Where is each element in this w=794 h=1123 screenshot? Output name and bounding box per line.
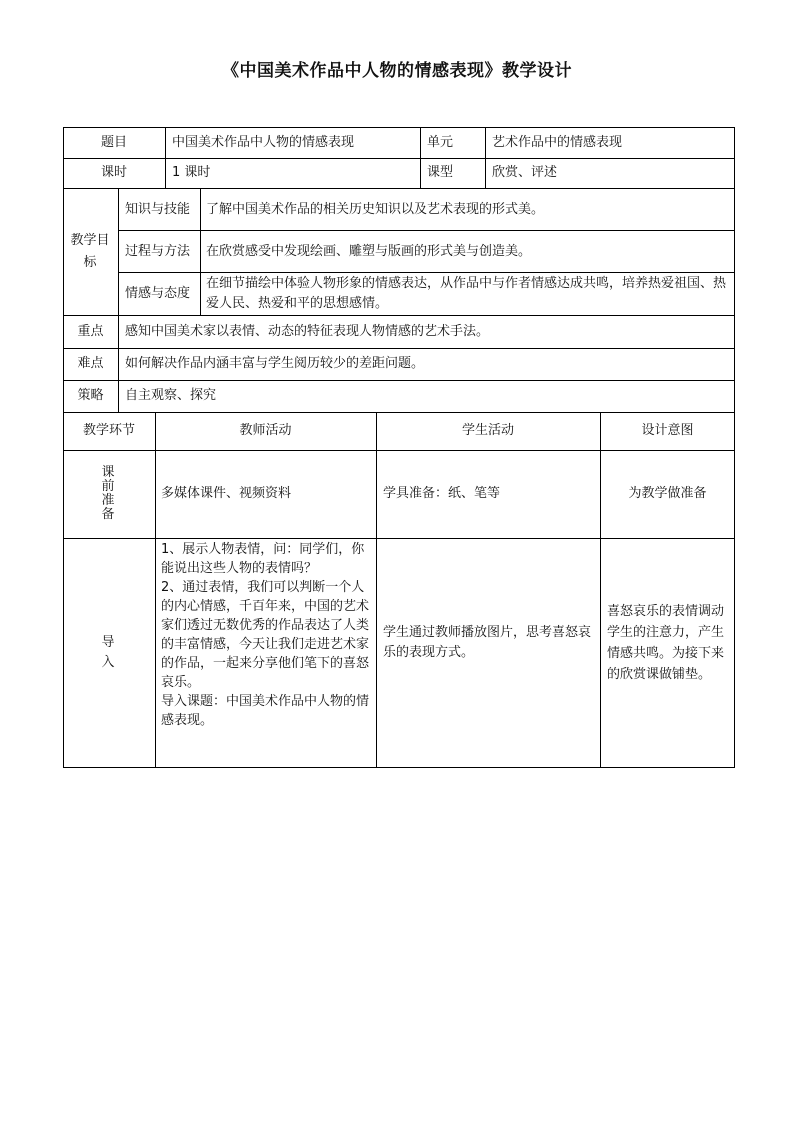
- col-divider: [155, 412, 156, 768]
- objective-emotion-label: 情感与态度: [125, 286, 191, 301]
- header-teacher: 教师活动: [239, 423, 292, 438]
- difficulty-label: 难点: [77, 356, 104, 371]
- header-intent: 设计意图: [641, 423, 694, 438]
- intent-intro: 喜怒哀乐的表情调动学生的注意力，产生情感共鸣。为接下来的欣赏课做铺垫。: [607, 604, 725, 682]
- student-preclass: 学具准备：纸、笔等: [383, 486, 501, 501]
- unit-label: 单元: [427, 134, 454, 150]
- intent-preclass: 为教学做准备: [628, 486, 707, 501]
- unit-value: 艺术作品中的情感表现: [492, 134, 623, 150]
- col-divider: [600, 412, 601, 768]
- header-stage: 教学环节: [82, 423, 135, 438]
- hours-value: 1 课时: [172, 165, 211, 180]
- col-divider: [420, 127, 421, 188]
- objective-knowledge-label: 知识与技能: [125, 201, 191, 217]
- col-divider: [118, 188, 119, 412]
- difficulty-text: 如何解决作品内涵丰富与学生阅历较少的差距问题。: [125, 356, 425, 371]
- col-divider: [376, 412, 377, 768]
- header-student: 学生活动: [461, 423, 514, 438]
- type-value: 欣赏、评述: [492, 165, 558, 180]
- objective-knowledge-text: 了解中国美术作品的相关历史知识以及艺术表现的形式美。: [206, 201, 545, 217]
- topic-value: 中国美术作品中人物的情感表现: [172, 134, 355, 150]
- stage-intro: 导入: [101, 635, 115, 670]
- col-divider: [485, 127, 486, 188]
- col-divider: [165, 127, 166, 188]
- type-label: 课型: [427, 165, 454, 180]
- teacher-intro: 1、展示人物表情，问：同学们，你能说出这些人物的表情吗？ 2、通过表情，我们可以判断一个人的内心情感，千百年来，中国的艺术家们透过无数优秀的作品表达了人类的丰富情感，今天让我们走进艺术家的作品，一起来分享他们笔下的喜怒哀乐。 导入课题：中国美术作品中人物的情感表现。: [161, 542, 370, 728]
- page-title: 《中国美术作品中人物的情感表现》教学设计: [222, 61, 572, 81]
- stage-preclass: 课前准备: [101, 465, 115, 522]
- topic-label: 题目: [100, 134, 127, 150]
- strategy-label: 策略: [77, 388, 104, 403]
- objectives-label: 教学目标: [70, 232, 110, 270]
- teacher-preclass: 多媒体课件、视频资料: [161, 486, 292, 501]
- strategy-text: 自主观察、探究: [125, 388, 217, 403]
- key-text: 感知中国美术家以表情、动态的特征表现人物情感的艺术手法。: [125, 323, 490, 339]
- key-label: 重点: [77, 323, 104, 339]
- objective-process-label: 过程与方法: [125, 243, 191, 259]
- hours-label: 课时: [100, 165, 127, 180]
- col-divider: [200, 188, 201, 315]
- objective-emotion-text: 在细节描绘中体验人物形象的情感表达，从作品中与作者情感达成共鸣，培养热爱祖国、热爱人民、热爱和平的思想感情。: [206, 276, 727, 311]
- student-intro: 学生通过教师播放图片，思考喜怒哀乐的表现方式。: [383, 625, 592, 660]
- objective-process-text: 在欣赏感受中发现绘画、雕塑与版画的形式美与创造美。: [206, 243, 532, 259]
